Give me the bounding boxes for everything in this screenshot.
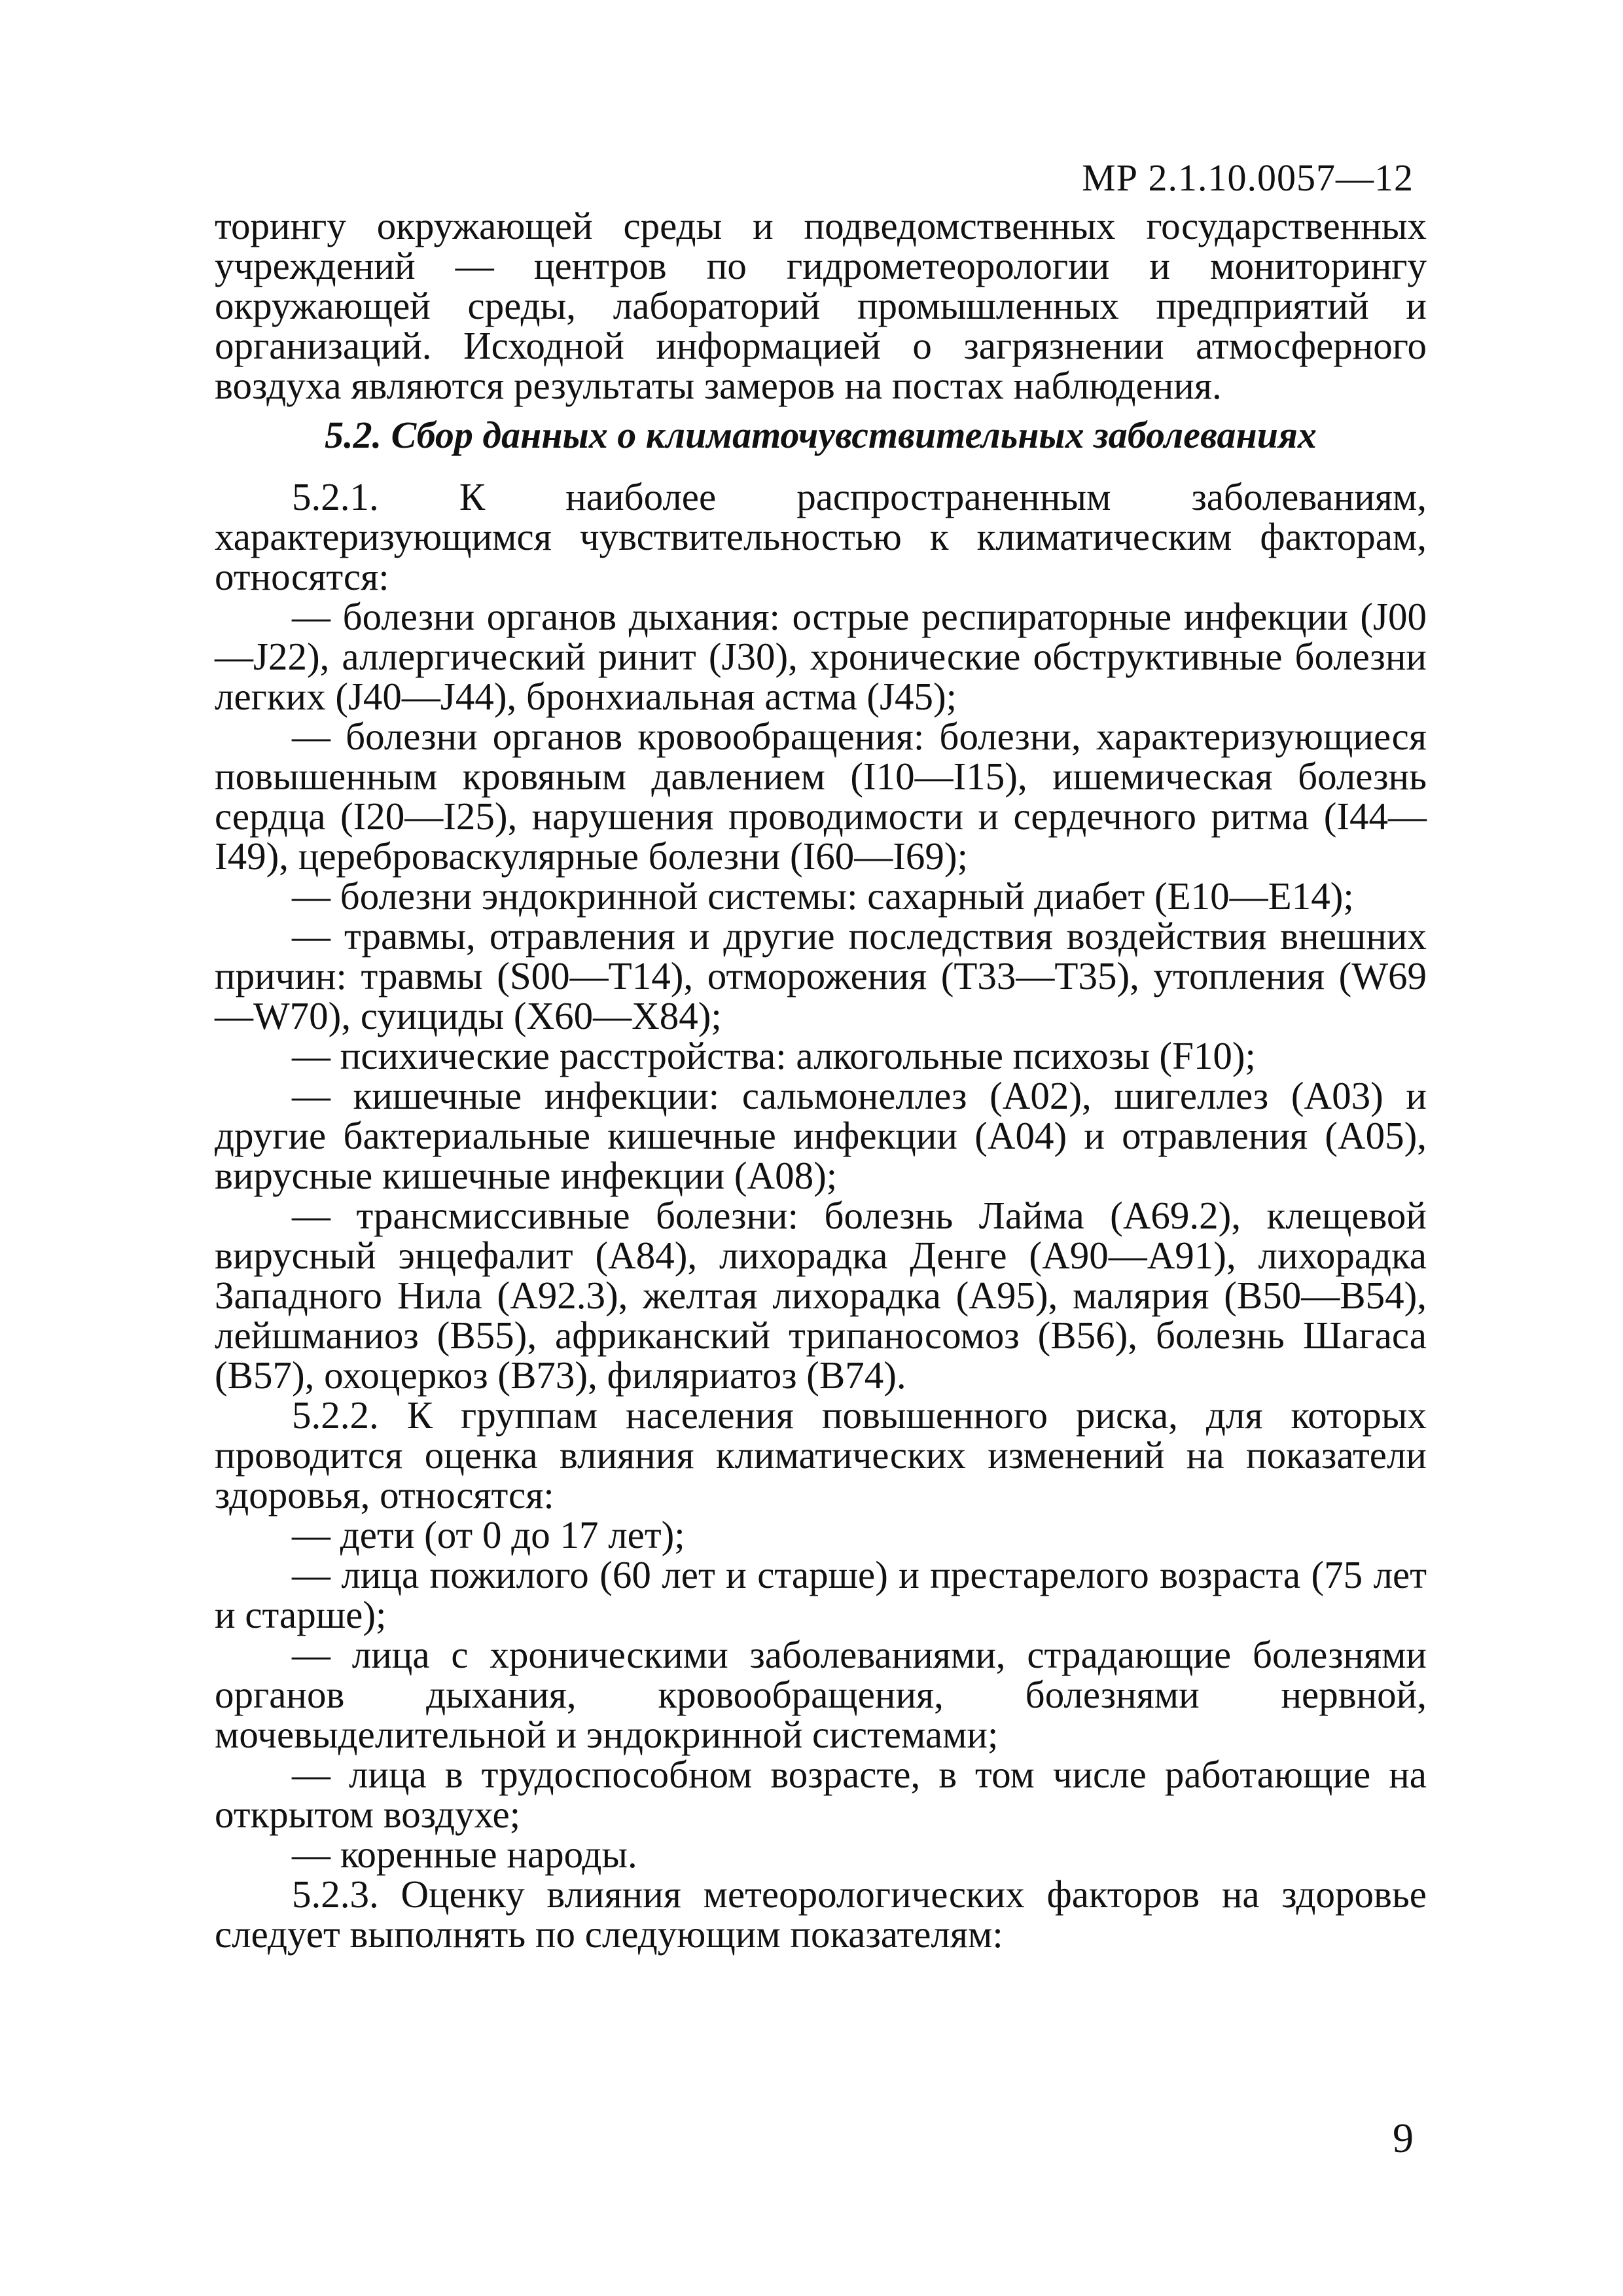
list-item-transmissible: — трансмиссивные болезни: болезнь Лайма (A69.2), клещевой вирусный энцефалит (A84), лихорадка Денге (A90—A91), лихорадка Западного Нила (A92.3), желтая лихорадка (A95), малярия (B50—B54), лейшманиоз (B55), африканский трипаносомоз (B56), болезнь Шагаса (B57), охоцеркоз (B73), филяриатоз (B74).: [215, 1194, 1427, 1397]
list-item-respiratory: — болезни органов дыхания: острые респираторные инфекции (J00—J22), аллергический ринит (J30), хронические обструктивные болезни легких (J40—J44), бронхиальная астма (J45);: [215, 595, 1427, 718]
document-code: МР 2.1.10.0057—12: [1082, 156, 1414, 199]
page-body: [215, 206, 1427, 1954]
section-heading: 5.2. Сбор данных о климаточувствительных заболеваниях: [325, 414, 1317, 456]
list-item-mental: — психические расстройства: алкогольные психозы (F10);: [292, 1034, 1256, 1077]
paragraph-5-2-1: 5.2.1. К наиболее распространенным заболеваниям, характеризующимся чувствительностью к климатическим факторам, относятся:: [215, 475, 1427, 598]
list-item-circulatory: — болезни органов кровообращения: болезни, характеризующиеся повышенным кровяным давлением (I10—I15), ишемическая болезнь сердца (I20—I25), нарушения проводимости и сердечного ритма (I44—I49), цереброваскулярные болезни (I60—I69);: [215, 715, 1427, 878]
list-item-chronic: — лица с хроническими заболеваниями, страдающие болезнями органов дыхания, кровообращения, болезнями нервной, мочевыделительной и эндокринной системами;: [215, 1633, 1427, 1756]
list-item-endocrine: — болезни эндокринной системы: сахарный диабет (E10—E14);: [292, 874, 1354, 918]
list-item-working-age: — лица в трудоспособном возрасте, в том числе работающие на открытом воздухе;: [215, 1753, 1427, 1836]
list-item-children: — дети (от 0 до 17 лет);: [292, 1513, 685, 1556]
list-item-elderly: — лица пожилого (60 лет и старше) и престарелого возраста (75 лет и старше);: [215, 1553, 1427, 1636]
list-item-indigenous: — коренные народы.: [292, 1833, 637, 1876]
list-item-intestinal: — кишечные инфекции: сальмонеллез (A02), шигеллез (A03) и другие бактериальные кишечные инфекции (A04) и отравления (A05), вирусные кишечные инфекции (A08);: [215, 1074, 1427, 1197]
paragraph-5-2-2: 5.2.2. К группам населения повышенного риска, для которых проводится оценка влияния климатических изменений на показатели здоровья, относятся:: [215, 1393, 1427, 1516]
page-number: 9: [1393, 2115, 1414, 2161]
paragraph-5-2-3: 5.2.3. Оценку влияния метеорологических факторов на здоровье следует выполнять по следующим показателям:: [215, 1873, 1427, 1956]
list-item-injuries: — травмы, отравления и другие последствия воздействия внешних причин: травмы (S00—T14), отморожения (T33—T35), утопления (W69—W70), суициды (X60—X84);: [215, 914, 1427, 1037]
paragraph-continuation: торингу окружающей среды и подведомственных государственных учреждений — центров по гидрометеорологии и мониторингу окружающей среды, лабораторий промышленных предприятий и организаций. Исходной информацией о загрязнении атмосферного воздуха являются результаты замеров на постах наблюдения.: [215, 204, 1427, 407]
